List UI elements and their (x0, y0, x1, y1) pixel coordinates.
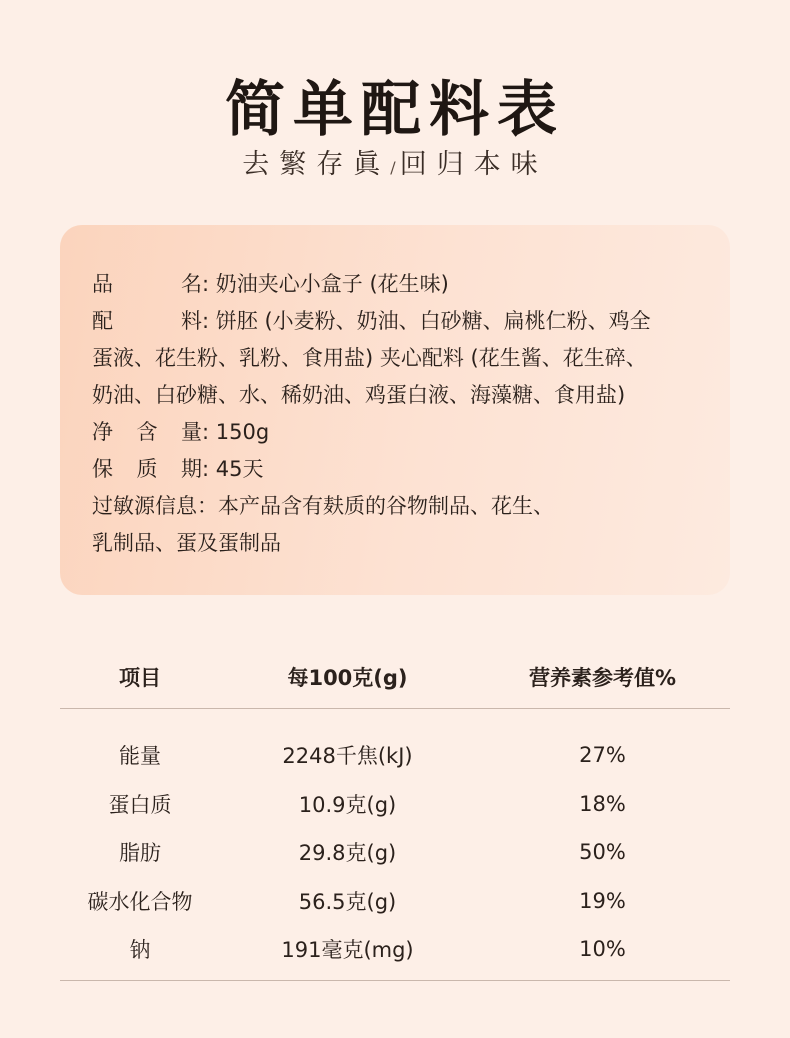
header-nrv: 营养素参考值% (528, 666, 677, 690)
table-row (60, 780, 730, 829)
product-name-row: 品 名: 奶油夹心小盒子 (花生味) (92, 266, 712, 303)
table-row (60, 828, 730, 877)
ingredients-line-3: 奶油、白砂糖、水、稀奶油、鸡蛋白液、海藻糖、食用盐) (92, 383, 626, 407)
row-nrv: 10% (579, 937, 626, 962)
row-per-100g: 191毫克(mg) (281, 938, 414, 963)
page-title: 简单配料表 (225, 75, 565, 145)
row-per-100g: 29.8克(g) (298, 841, 397, 866)
page-subtitle (0, 147, 790, 186)
row-item: 蛋白质 (108, 792, 172, 817)
nutrition-body (60, 709, 730, 974)
row-item: 脂肪 (119, 841, 161, 866)
row-nrv: 27% (579, 743, 626, 768)
net-content-row: 净 含 量: 150g (92, 414, 712, 451)
table-row (60, 925, 730, 974)
row-nrv: 18% (579, 791, 626, 816)
table-row (60, 731, 730, 780)
row-item: 钠 (129, 938, 151, 963)
allergy-line-2: 乳制品、蛋及蛋制品 (92, 531, 281, 555)
row-nrv: 50% (579, 840, 626, 865)
subtitle-left: 去繁存眞 (242, 149, 391, 180)
ingredients-line-2: 蛋液、花生粉、乳粉、食用盐) 夹心配料 (花生酱、花生碎、 (92, 346, 647, 370)
table-bottom-divider (60, 980, 730, 981)
allergy-line-1: 过敏源信息：本产品含有麸质的谷物制品、花生、 (92, 494, 554, 518)
subtitle-separator: / (390, 158, 400, 177)
table-row (60, 877, 730, 926)
net-content-value: 150g (215, 420, 270, 444)
net-content-label: 净 含 量 (92, 420, 202, 444)
row-per-100g: 56.5克(g) (298, 889, 397, 914)
ingredients-line-1: 饼胚 (小麦粉、奶油、白砂糖、扁桃仁粉、鸡全 (215, 309, 651, 333)
row-nrv: 19% (579, 888, 626, 913)
row-item: 碳水化合物 (87, 889, 193, 914)
row-per-100g: 2248千焦(kJ) (282, 744, 413, 769)
ingredients-label: 配 料 (92, 309, 202, 333)
header-per-100g: 每100克(g) (287, 666, 408, 690)
row-per-100g: 10.9克(g) (298, 792, 397, 817)
shelf-life-label: 保 质 期 (92, 457, 202, 481)
product-name-label: 品 名 (92, 272, 202, 296)
nutrition-header-row (60, 652, 730, 702)
row-item: 能量 (119, 744, 161, 769)
ingredients-row: 配 料: 饼胚 (小麦粉、奶油、白砂糖、扁桃仁粉、鸡全 (92, 303, 712, 340)
nutrition-table (60, 652, 730, 974)
product-name-value: 奶油夹心小盒子 (花生味) (215, 272, 449, 296)
shelf-life-value: 45天 (215, 457, 264, 481)
ingredients-content (92, 266, 712, 562)
subtitle-right: 回归本味 (399, 149, 548, 180)
header-item: 项目 (119, 666, 161, 690)
shelf-life-row: 保 质 期: 45天 (92, 451, 712, 488)
